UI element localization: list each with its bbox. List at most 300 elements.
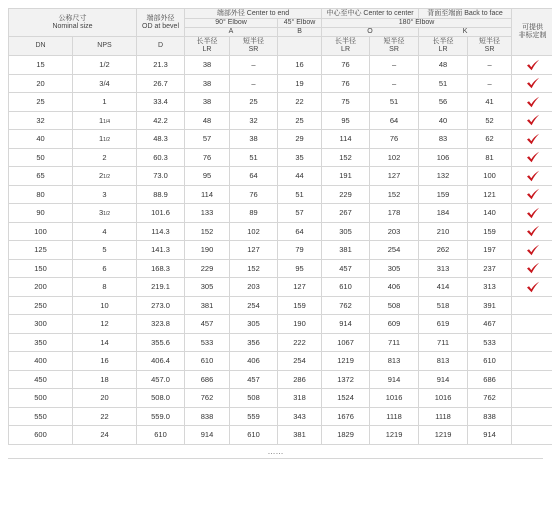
cell-o-lr-value: 1372	[337, 374, 354, 384]
cell-k-sr-value: 121	[483, 189, 496, 199]
cell-o-sr	[370, 389, 419, 408]
cell-k-sr-value: 41	[485, 97, 494, 107]
cell-nps-fraction: 1/4	[103, 118, 111, 125]
table-row	[9, 111, 552, 130]
cell-d-value: 406.4	[151, 356, 170, 366]
header-center-to-end	[185, 9, 322, 19]
cell-k-sr	[468, 278, 512, 297]
table-row	[9, 370, 552, 389]
cell-a-sr	[230, 241, 278, 260]
cell-o-lr-value: 762	[339, 300, 352, 310]
more-rows-ellipsis: ……	[267, 446, 284, 456]
cell-b-value: 44	[295, 171, 304, 181]
cell-o-lr	[322, 389, 370, 408]
cell-o-sr-value: 609	[387, 319, 401, 329]
cell-a-sr	[230, 389, 278, 408]
header-cte-cn: 端部外径	[216, 9, 245, 17]
header-o-lr	[322, 37, 370, 56]
header-elbow-180	[322, 19, 512, 28]
header-b-blank	[278, 37, 322, 56]
header-a-sr	[230, 37, 278, 56]
cell-d	[137, 74, 185, 93]
checkmark-icon	[526, 244, 540, 256]
cell-k-lr-value: 40	[438, 115, 448, 125]
cell-nps-value: 3	[98, 208, 104, 218]
cell-nps-value: 16	[100, 356, 109, 366]
cell-a-sr	[230, 56, 278, 75]
checkmark-icon	[526, 114, 540, 126]
cell-b-value: 16	[295, 60, 304, 70]
cell-custom	[512, 111, 552, 130]
cell-k-lr	[419, 130, 468, 149]
cell-k-lr-value: 210	[436, 226, 450, 236]
header-dn: DN	[9, 37, 73, 56]
cell-nps	[73, 370, 137, 389]
cell-k-lr-value: 813	[436, 356, 450, 366]
cell-a-sr	[230, 204, 278, 223]
cell-o-lr	[322, 426, 370, 445]
cell-dn	[9, 204, 73, 223]
header-a-lr	[185, 37, 230, 56]
cell-o-lr	[322, 333, 370, 352]
cell-a-sr-value: 64	[249, 171, 258, 181]
table-row	[9, 426, 552, 445]
cell-b	[278, 130, 322, 149]
cell-k-sr	[468, 389, 512, 408]
cell-b	[278, 259, 322, 278]
cell-o-sr-value: 102	[387, 152, 401, 162]
cell-k-lr	[419, 407, 468, 426]
cell-k-sr	[468, 148, 512, 167]
cell-o-sr	[370, 259, 419, 278]
cell-nps	[73, 333, 137, 352]
header-col-b: B	[278, 28, 322, 37]
cell-k-sr	[468, 74, 512, 93]
cell-k-sr-value: 197	[483, 245, 496, 255]
cell-a-lr	[185, 407, 230, 426]
cell-dn-value: 450	[34, 374, 47, 384]
cell-d	[137, 93, 185, 112]
cell-b-value: 254	[293, 356, 306, 366]
table-row	[9, 222, 552, 241]
header-nominal-size	[9, 9, 137, 37]
cell-nps	[73, 426, 137, 445]
checkmark-icon	[526, 96, 540, 108]
table-header	[9, 9, 552, 56]
cell-a-sr-value: 356	[247, 337, 260, 347]
cell-a-sr	[230, 426, 278, 445]
cell-dn-value: 150	[34, 263, 47, 273]
header-nps: NPS	[73, 37, 137, 56]
cell-k-lr-value: 159	[436, 189, 450, 199]
cell-b-value: 22	[295, 97, 304, 107]
cell-k-sr-value: 686	[483, 374, 496, 384]
cell-o-sr-value: 813	[387, 356, 401, 366]
cell-b	[278, 222, 322, 241]
cell-d	[137, 148, 185, 167]
cell-k-lr-value: 56	[438, 97, 448, 107]
cell-nps-value: 3	[102, 189, 107, 199]
cell-k-lr-value: 83	[438, 134, 448, 144]
header-sr-en: SR	[248, 46, 259, 53]
cell-k-lr	[419, 148, 468, 167]
cell-o-sr	[370, 167, 419, 186]
cell-k-lr-value: 1219	[434, 430, 452, 440]
cell-b-value: 29	[295, 134, 304, 144]
cell-d-value: 457.0	[151, 374, 170, 384]
cell-o-lr-value: 229	[339, 189, 352, 199]
cell-a-lr-value: 762	[200, 393, 214, 403]
cell-nps-value: 1	[98, 115, 104, 125]
cell-custom	[512, 278, 552, 297]
cell-k-lr-value: 48	[438, 60, 448, 70]
cell-nps	[73, 296, 137, 315]
header-sr-cn: 短半径	[383, 38, 405, 45]
cell-b	[278, 389, 322, 408]
cell-nps	[73, 185, 137, 204]
cell-k-sr	[468, 296, 512, 315]
cell-dn-value: 32	[36, 115, 45, 125]
cell-a-lr	[185, 259, 230, 278]
cell-k-lr	[419, 185, 468, 204]
cell-k-sr-value: 52	[485, 115, 494, 125]
cell-o-lr-value: 267	[339, 208, 352, 218]
cell-b-value: 35	[295, 152, 304, 162]
cell-custom	[512, 426, 552, 445]
checkmark-icon	[526, 77, 540, 89]
cell-d-value: 60.3	[153, 152, 168, 162]
cell-o-lr	[322, 93, 370, 112]
cell-o-lr-value: 76	[341, 78, 350, 88]
cell-b-value: 127	[293, 282, 306, 292]
cell-nps-value: 6	[102, 263, 107, 273]
cell-o-lr-value: 1676	[337, 411, 354, 421]
cell-a-lr-value: 533	[200, 337, 214, 347]
cell-o-sr	[370, 333, 419, 352]
cell-o-sr-value: 1016	[385, 393, 403, 403]
cell-d	[137, 352, 185, 371]
cell-custom	[512, 204, 552, 223]
cell-custom	[512, 74, 552, 93]
cell-o-lr	[322, 352, 370, 371]
cell-b	[278, 74, 322, 93]
cell-d	[137, 333, 185, 352]
cell-nps-fraction: 1/2	[103, 174, 111, 181]
cell-nps-value: 20	[100, 393, 109, 403]
cell-a-lr-value: 114	[201, 189, 213, 199]
cell-o-sr-value: 914	[387, 374, 401, 384]
cell-nps-fraction: 1/2	[103, 137, 111, 144]
cell-a-lr	[185, 296, 230, 315]
cell-a-lr	[185, 93, 230, 112]
cell-nps-value: 22	[100, 411, 109, 421]
header-custom-line1: 可提供	[522, 24, 544, 31]
cell-o-lr	[322, 167, 370, 186]
cell-b-value: 51	[295, 189, 304, 199]
cell-k-lr-value: 518	[436, 300, 450, 310]
cell-a-sr-value: 508	[247, 393, 260, 403]
table-row	[9, 241, 552, 260]
cell-k-lr-value: 106	[436, 152, 450, 162]
cell-b-value: 95	[295, 263, 304, 273]
cell-dn-value: 500	[34, 393, 47, 403]
cell-a-sr-value: 38	[249, 134, 258, 144]
cell-o-lr	[322, 148, 370, 167]
cell-k-lr-value: 262	[436, 245, 450, 255]
cell-b	[278, 241, 322, 260]
cell-a-lr	[185, 148, 230, 167]
cell-k-sr-value: 81	[485, 152, 494, 162]
cell-b-value: 286	[293, 374, 306, 384]
cell-k-sr-value: 140	[483, 208, 496, 218]
cell-o-sr	[370, 204, 419, 223]
header-lr-cn: 长半径	[196, 38, 218, 45]
cell-a-lr-value: 838	[200, 411, 214, 421]
cell-b	[278, 315, 322, 334]
cell-k-sr-value: 610	[483, 356, 496, 366]
header-d: D	[137, 37, 185, 56]
cell-nps	[73, 259, 137, 278]
cell-o-sr	[370, 93, 419, 112]
cell-dn-value: 20	[36, 78, 45, 88]
cell-o-sr	[370, 352, 419, 371]
cell-b-value: 19	[295, 78, 304, 88]
cell-k-sr-value: 237	[483, 263, 496, 273]
cell-a-sr	[230, 407, 278, 426]
cell-dn-value: 100	[34, 226, 47, 236]
cell-a-sr-value: 457	[247, 374, 260, 384]
cell-b-value: 343	[293, 411, 306, 421]
cell-dn	[9, 167, 73, 186]
cell-o-lr-value: 76	[341, 60, 350, 70]
cell-o-lr	[322, 259, 370, 278]
header-cte-en: Center to end	[246, 9, 290, 17]
cell-nps-value: 8	[102, 282, 107, 292]
cell-a-sr-value: 254	[247, 300, 260, 310]
cell-k-sr	[468, 407, 512, 426]
cell-a-lr-value: 76	[202, 152, 212, 162]
cell-dn-value: 350	[34, 337, 47, 347]
cell-d-value: 26.7	[153, 78, 168, 88]
cell-k-lr	[419, 278, 468, 297]
cell-d-value: 73.0	[153, 171, 168, 181]
cell-o-lr-value: 75	[341, 97, 350, 107]
cell-b-value: 190	[293, 319, 306, 329]
cell-dn	[9, 241, 73, 260]
cell-a-sr-value: 127	[247, 245, 260, 255]
cell-b-value: 318	[293, 393, 306, 403]
cell-a-sr-value: 559	[247, 411, 260, 421]
cell-dn	[9, 352, 73, 371]
header-lr-cn: 长半径	[335, 38, 357, 45]
cell-nps-value: 18	[100, 374, 109, 384]
cell-o-sr	[370, 370, 419, 389]
cell-o-lr	[322, 241, 370, 260]
cell-dn	[9, 56, 73, 75]
cell-d	[137, 389, 185, 408]
cell-o-lr	[322, 74, 370, 93]
cell-o-lr	[322, 185, 370, 204]
cell-dn	[9, 74, 73, 93]
cell-dn	[9, 296, 73, 315]
header-elbow-180-deg: 180°	[398, 19, 414, 26]
cell-o-lr-value: 914	[339, 319, 352, 329]
header-od-cn: 端部外径	[146, 14, 175, 22]
cell-nps-value: 2	[102, 152, 107, 162]
elbow-dimension-table	[8, 8, 552, 445]
cell-o-lr	[322, 315, 370, 334]
cell-d	[137, 56, 185, 75]
cell-b	[278, 56, 322, 75]
cell-a-lr	[185, 130, 230, 149]
cell-k-sr	[468, 352, 512, 371]
cell-dn	[9, 111, 73, 130]
table-row	[9, 407, 552, 426]
cell-nps-value: 1	[102, 97, 107, 107]
cell-o-sr	[370, 315, 419, 334]
cell-custom	[512, 185, 552, 204]
cell-k-lr	[419, 426, 468, 445]
cell-k-lr-value: 313	[436, 263, 450, 273]
header-ctc-cn: 中心至中心	[326, 9, 362, 17]
cell-d	[137, 167, 185, 186]
cell-dn	[9, 222, 73, 241]
cell-a-sr	[230, 130, 278, 149]
header-k-sr	[468, 37, 512, 56]
cell-o-sr	[370, 56, 419, 75]
cell-nps	[73, 148, 137, 167]
cell-d	[137, 315, 185, 334]
cell-o-lr	[322, 111, 370, 130]
cell-k-lr	[419, 56, 468, 75]
cell-k-sr-value: 533	[483, 337, 496, 347]
cell-a-lr	[185, 370, 230, 389]
cell-custom	[512, 333, 552, 352]
header-btf-en: Back to face	[464, 9, 503, 17]
cell-nps	[73, 111, 137, 130]
cell-custom	[512, 130, 552, 149]
cell-o-lr	[322, 407, 370, 426]
cell-custom	[512, 148, 552, 167]
header-od-en: OD at bevel	[142, 22, 179, 30]
cell-d	[137, 204, 185, 223]
cell-o-sr-value: 64	[389, 115, 399, 125]
cell-b-value: 159	[293, 300, 306, 310]
cell-k-sr	[468, 204, 512, 223]
cell-dn	[9, 130, 73, 149]
header-o-sr	[370, 37, 419, 56]
cell-dn-value: 300	[34, 319, 47, 329]
cell-a-lr-value: 229	[200, 263, 214, 273]
cell-k-sr-value: 159	[483, 226, 496, 236]
cell-custom	[512, 296, 552, 315]
header-lr-en: LR	[202, 46, 212, 53]
header-custom	[512, 9, 552, 56]
cell-dn	[9, 278, 73, 297]
cell-b	[278, 352, 322, 371]
cell-nps	[73, 352, 137, 371]
cell-dn	[9, 315, 73, 334]
cell-dn-value: 250	[34, 300, 47, 310]
cell-custom	[512, 259, 552, 278]
cell-k-lr-value: 1016	[434, 393, 452, 403]
cell-o-sr	[370, 130, 419, 149]
header-sr-cn: 短半径	[243, 38, 265, 45]
cell-custom	[512, 222, 552, 241]
cell-d	[137, 278, 185, 297]
cell-b-value: 25	[295, 115, 304, 125]
cell-dn-value: 50	[36, 152, 45, 162]
cell-a-lr	[185, 315, 230, 334]
cell-a-sr-value: –	[251, 78, 256, 88]
cell-o-sr-value: –	[391, 60, 397, 70]
cell-nps-value: 1	[98, 134, 104, 144]
header-sr-en: SR	[389, 46, 399, 53]
table-row	[9, 148, 552, 167]
cell-nps-value: 2	[98, 171, 104, 181]
cell-o-lr-value: 381	[339, 245, 352, 255]
checkmark-icon	[526, 133, 540, 145]
cell-k-sr-value: 838	[483, 411, 496, 421]
cell-o-lr-value: 610	[339, 282, 352, 292]
cell-o-lr-value: 1524	[337, 393, 354, 403]
checkmark-icon	[526, 59, 540, 71]
cell-a-lr-value: 686	[200, 374, 214, 384]
cell-a-lr-value: 38	[202, 97, 212, 107]
cell-nps	[73, 241, 137, 260]
header-col-o: O	[322, 28, 419, 37]
table-row	[9, 315, 552, 334]
cell-b	[278, 426, 322, 445]
cell-k-sr	[468, 111, 512, 130]
cell-dn	[9, 389, 73, 408]
cell-k-lr-value: 132	[436, 171, 450, 181]
cell-custom	[512, 352, 552, 371]
cell-dn	[9, 333, 73, 352]
checkmark-icon	[526, 281, 540, 293]
cell-k-sr	[468, 426, 512, 445]
cell-dn	[9, 370, 73, 389]
cell-k-lr	[419, 296, 468, 315]
cell-o-lr-value: 457	[339, 263, 352, 273]
cell-k-lr	[419, 315, 468, 334]
cell-o-lr	[322, 296, 370, 315]
cell-d	[137, 426, 185, 445]
cell-nps-value: 3/4	[99, 78, 110, 88]
cell-d-value: 33.4	[153, 97, 168, 107]
checkmark-icon	[526, 151, 540, 163]
cell-a-sr	[230, 167, 278, 186]
cell-a-lr-value: 305	[200, 282, 214, 292]
cell-d-value: 559.0	[151, 411, 170, 421]
cell-b	[278, 204, 322, 223]
cell-o-sr-value: 305	[387, 263, 401, 273]
table-row	[9, 278, 552, 297]
cell-o-sr-value: 508	[387, 300, 401, 310]
cell-dn	[9, 407, 73, 426]
cell-b	[278, 185, 322, 204]
cell-k-lr	[419, 370, 468, 389]
checkmark-icon	[526, 170, 540, 182]
cell-dn-value: 25	[36, 97, 45, 107]
cell-o-sr-value: 178	[387, 208, 401, 218]
cell-dn	[9, 185, 73, 204]
cell-k-sr	[468, 185, 512, 204]
cell-o-sr-value: 203	[387, 226, 401, 236]
table-row	[9, 130, 552, 149]
cell-k-sr-value: 467	[483, 319, 496, 329]
cell-o-lr-value: 114	[339, 134, 352, 144]
